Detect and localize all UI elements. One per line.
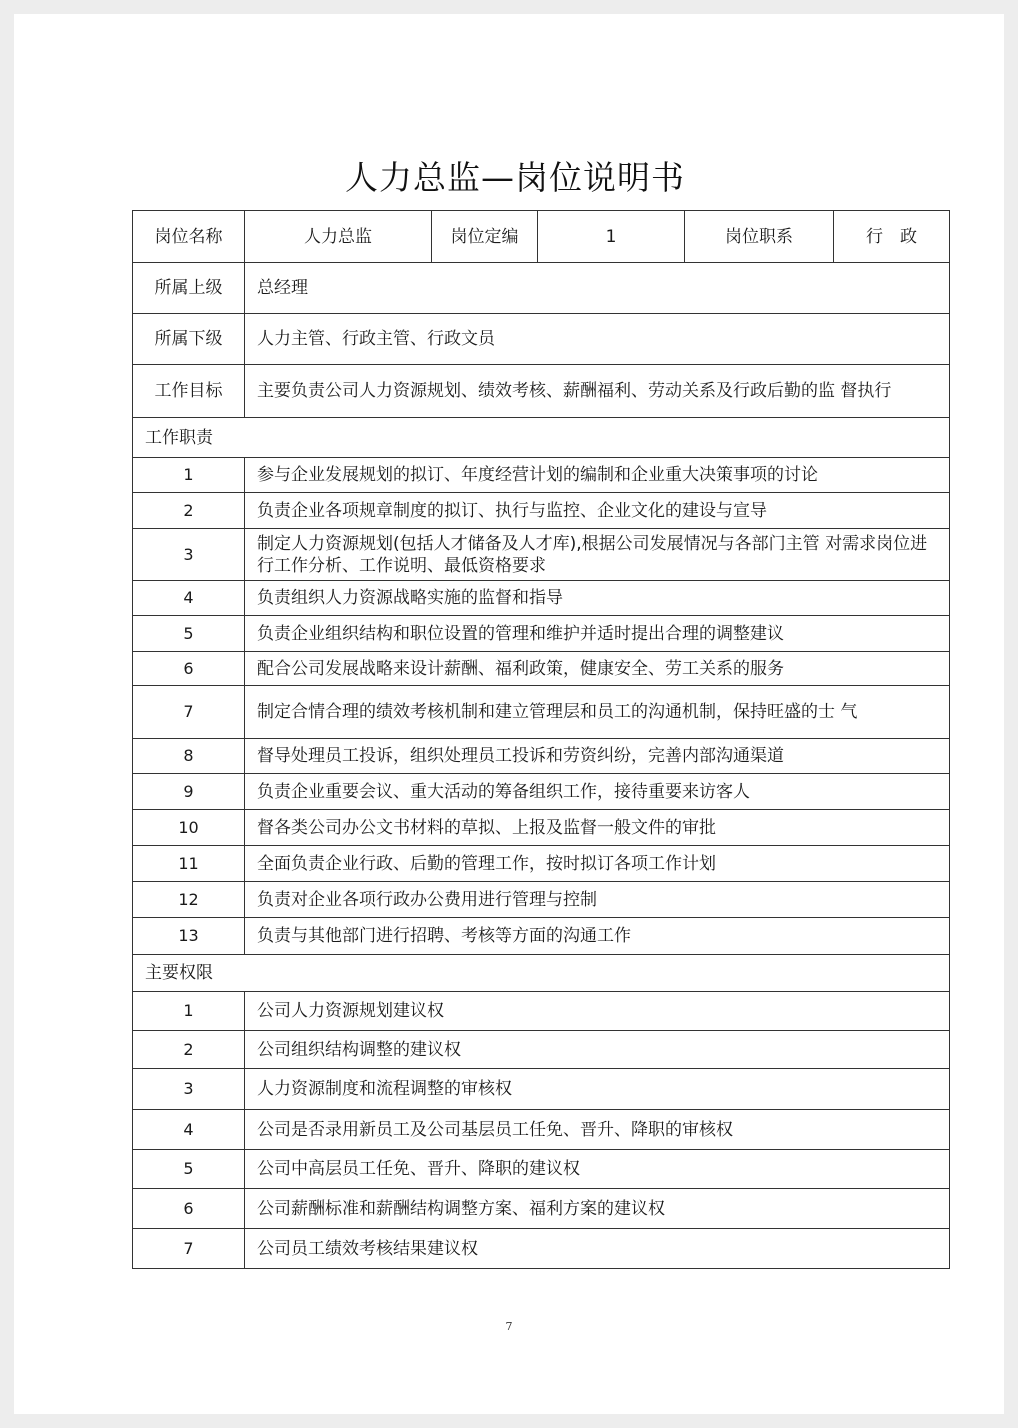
subordinates-row: [133, 314, 950, 365]
duty-text: 负责对企业各项行政办公费用进行管理与控制: [245, 882, 950, 918]
duties-list: [133, 458, 950, 955]
superior-label: 所属上级: [133, 263, 245, 314]
superior-row: [133, 263, 950, 314]
duty-number: 1: [133, 458, 245, 493]
authority-number: 6: [133, 1189, 245, 1229]
subordinates-value: 人力主管、行政主管、行政文员: [245, 314, 950, 365]
duty-row: [133, 581, 950, 616]
duty-row: [133, 529, 950, 581]
headcount-value: 1: [538, 211, 685, 263]
duty-text: 负责企业各项规章制度的拟订、执行与监控、企业文化的建设与宣导: [245, 493, 950, 529]
duty-text: 全面负责企业行政、后勤的管理工作，按时拟订各项工作计划: [245, 846, 950, 882]
authority-row: [133, 1031, 950, 1069]
duty-row: [133, 846, 950, 882]
job-family-value: 行 政: [834, 211, 950, 263]
duty-number: 5: [133, 616, 245, 652]
authority-row: [133, 992, 950, 1031]
duty-text: 负责企业组织结构和职位设置的管理和维护并适时提出合理的调整建议: [245, 616, 950, 652]
duty-row: [133, 686, 950, 739]
authority-number: 5: [133, 1150, 245, 1189]
authority-text: 公司薪酬标准和薪酬结构调整方案、福利方案的建议权: [245, 1189, 950, 1229]
authority-number: 3: [133, 1069, 245, 1110]
subordinates-label: 所属下级: [133, 314, 245, 365]
authority-number: 4: [133, 1110, 245, 1150]
duty-row: [133, 493, 950, 529]
duty-row: [133, 652, 950, 686]
page-number: 7: [505, 1320, 513, 1333]
duty-number: 2: [133, 493, 245, 529]
authority-section-row: [133, 955, 950, 992]
duty-row: [133, 774, 950, 810]
authority-text: 公司是否录用新员工及公司基层员工任免、晋升、降职的审核权: [245, 1110, 950, 1150]
duty-text: 制定人力资源规划(包括人才储备及人才库),根据公司发展情况与各部门主管 对需求岗位进行工作分析、工作说明、最低资格要求: [245, 529, 950, 581]
duty-number: 11: [133, 846, 245, 882]
duty-number: 4: [133, 581, 245, 616]
duty-number: 6: [133, 652, 245, 686]
authority-text: 公司组织结构调整的建议权: [245, 1031, 950, 1069]
authority-number: 7: [133, 1229, 245, 1269]
job-description-table: [132, 210, 950, 1269]
page-title: 人力总监—岗位说明书: [345, 158, 685, 197]
duty-number: 13: [133, 918, 245, 955]
duty-text: 配合公司发展战略来设计薪酬、福利政策，健康安全、劳工关系的服务: [245, 652, 950, 686]
headcount-label: 岗位定编: [432, 211, 538, 263]
authority-text: 公司员工绩效考核结果建议权: [245, 1229, 950, 1269]
duty-text: 督各类公司办公文书材料的草拟、上报及监督一般文件的审批: [245, 810, 950, 846]
duty-text: 制定合情合理的绩效考核机制和建立管理层和员工的沟通机制，保持旺盛的士 气: [245, 686, 950, 739]
duty-row: [133, 810, 950, 846]
position-name-label: 岗位名称: [133, 211, 245, 263]
duty-number: 10: [133, 810, 245, 846]
duty-number: 8: [133, 739, 245, 774]
duty-row: [133, 616, 950, 652]
authority-list: [133, 992, 950, 1269]
duty-number: 7: [133, 686, 245, 739]
header-row: [133, 211, 950, 263]
duty-text: 负责企业重要会议、重大活动的筹备组织工作，接待重要来访客人: [245, 774, 950, 810]
duty-text: 负责与其他部门进行招聘、考核等方面的沟通工作: [245, 918, 950, 955]
duty-row: [133, 918, 950, 955]
position-name-value: 人力总监: [245, 211, 432, 263]
duty-number: 9: [133, 774, 245, 810]
authority-text: 公司人力资源规划建议权: [245, 992, 950, 1031]
duty-text: 参与企业发展规划的拟订、年度经营计划的编制和企业重大决策事项的讨论: [245, 458, 950, 493]
authority-row: [133, 1150, 950, 1189]
goal-row: [133, 365, 950, 418]
goal-value: 主要负责公司人力资源规划、绩效考核、薪酬福利、劳动关系及行政后勤的监 督执行: [245, 365, 950, 418]
duty-row: [133, 882, 950, 918]
authority-row: [133, 1229, 950, 1269]
authority-number: 2: [133, 1031, 245, 1069]
duty-number: 12: [133, 882, 245, 918]
authority-text: 人力资源制度和流程调整的审核权: [245, 1069, 950, 1110]
goal-label: 工作目标: [133, 365, 245, 418]
authority-section-label: 主要权限: [133, 955, 950, 992]
document-page: [14, 14, 1004, 1414]
duty-number: 3: [133, 529, 245, 581]
duties-section-row: [133, 418, 950, 458]
authority-row: [133, 1069, 950, 1110]
duty-row: [133, 458, 950, 493]
authority-number: 1: [133, 992, 245, 1031]
duty-text: 负责组织人力资源战略实施的监督和指导: [245, 581, 950, 616]
authority-text: 公司中高层员工任免、晋升、降职的建议权: [245, 1150, 950, 1189]
duties-section-label: 工作职责: [133, 418, 950, 458]
job-family-label: 岗位职系: [685, 211, 834, 263]
duty-row: [133, 739, 950, 774]
authority-row: [133, 1189, 950, 1229]
authority-row: [133, 1110, 950, 1150]
superior-value: 总经理: [245, 263, 950, 314]
duty-text: 督导处理员工投诉，组织处理员工投诉和劳资纠纷，完善内部沟通渠道: [245, 739, 950, 774]
